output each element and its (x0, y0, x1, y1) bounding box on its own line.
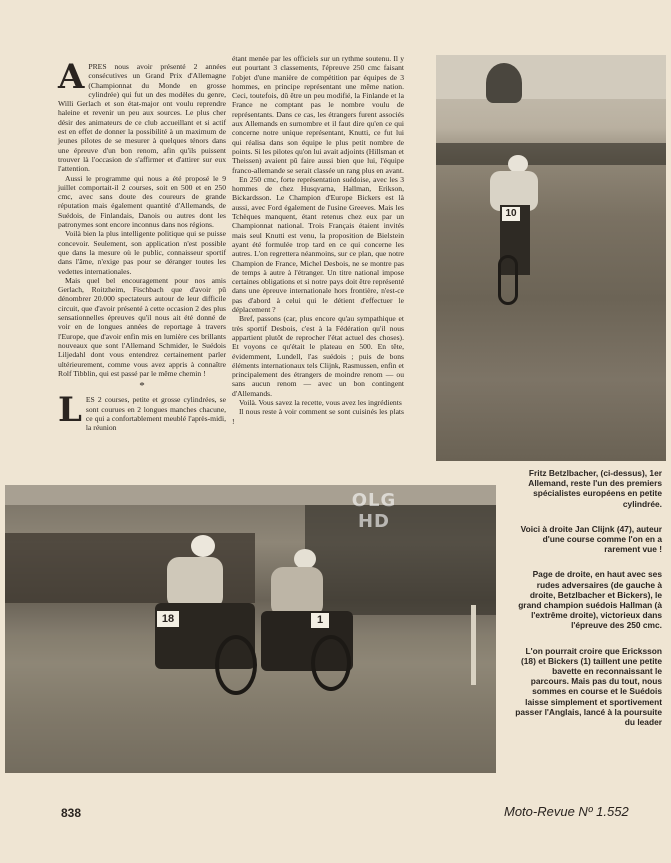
watermark-logo (338, 490, 410, 532)
article-paragraph: En 250 cmc, forte représentation suédoise, avec les 3 hommes de chez Husqvarna, Hallman, Erikson, Bickardsson. Le Champion d'Europe Bickers est là aussi, avec Ford également de l'usine Greeves. Mais les Tchèques manquent, étant retenus chez eux par un Championnat national. Trois Français étaient invités mais seul Knutti est venu, la proposition de Bielstein ayant été formulée trop tard en ce qui concerne les autres. L'on regrettera néanmoins, sur ce plan, que notre Champion de France, Michel Desbois, ne se montre pas de temps à autre à l'étranger. Un titre national impose certaines obligations et si notre pays doit être représenté dans une épreuve internationale hors frontière, n'est-ce pas d'abord à celui qui le détient d'effectuer le déplacement ? (232, 174, 404, 315)
article-column-2 (232, 54, 404, 426)
front-wheel (498, 255, 518, 305)
caption: Fritz Betzlbacher, (ci-dessus), 1er Allemand, reste l'un des premiers spécialistes européens en petite cylindrée. (528, 468, 662, 509)
photo-ericksson-bickers (5, 485, 496, 773)
rider-body (167, 557, 223, 609)
drop-cap: A (58, 57, 85, 97)
article-paragraph: Bref, passons (car, plus encore qu'au sympathique et très sportif Desbois, c'est à la Fédération qu'il nous appartient plutôt de reprocher l'état actuel des choses). Et voyons ce qu'était le plateau en 500. En tête, évidemment, Lundell, l'as suédois ; puis de bons éléments internationaux tels Clijnk, Rasmussen, enfin et principalement des étrangers de moindre renom — ou sans aucun renom — avec un bon contingent d'Allemands. (232, 314, 404, 398)
drop-cap: L (58, 390, 82, 431)
paragraph-text: PRES nous avoir présenté 2 années consécutives un Grand Prix d'Allemagne (Championnat du Monde en grosse cylindrée) qui fut un des modèles du genre, Willi Gerlach et son état-major ont voulu reprendre haleine et revenir un peu aux sources. Le plus cher désir des animateurs de ce club accueillant et si actif est en effet de donner la possibilité à un maximum de jeunes pilotes de se mesurer à quelques ténors dans une épreuve d'un bon renom, afin qu'ils puissent trouver là l'occasion de s'affirmer et d'attirer sur eux l'attention. (58, 62, 226, 174)
rear-wheel (215, 635, 257, 695)
watermark-line: HD (357, 511, 390, 532)
tree-shape (486, 63, 522, 103)
article-paragraph: Mais quel bel encouragement pour nos amis Gerlach, Roitzheim, Fischbach que d'avoir pû dénombrer 20.000 spectateurs autour de leur difficile circuit, que d'avoir présenté à cette occasion 2 des plus sensationnelles épreuves qu'il nous ait été donné de voir en de longues années de reportage à travers l'Europe, que d'avoir enfin mis en lumière ces brillants nouveaux que sont l'Allemand Schmider, le Suédois Liljedahl dont vous entendrez certainement parler ultérieurement, comme vous avez appris à connaître Rolf Tibblin, qui est passé par le même chemin ! (58, 275, 226, 378)
photo-captions (512, 468, 662, 742)
caption: Page de droite, en haut avec ses rudes adversaires (de gauche à droite, Betzlbacher et Bickers), le grand champion suédois Hallman (à l'extrême droite), victorieux dans l'épreuve des 250 cmc. (518, 569, 662, 631)
fence-post (471, 605, 476, 685)
photo-sky (5, 485, 496, 505)
article-paragraph: Voilà bien la plus intelligente politique qui se puisse concevoir. Seulement, son application n'est possible que dans la mesure où le public, connaisseur sportif dans l'âme, n'exige pas pour se déranger toutes les vedettes internationales. (58, 229, 226, 276)
caption: Voici à droite Jan Clijnk (47), auteur d'une course comme l'on en a rarement vue ! (520, 523, 662, 555)
spectators-shape (436, 143, 666, 165)
front-wheel (311, 635, 351, 691)
race-plate: 18 (157, 611, 179, 627)
rider-helmet (294, 549, 316, 569)
article-paragraph: Aussi le programme qui nous a été proposé le 9 juillet comportait-il 2 courses, soit en 500 et en 250 cmc, avec sans doute des coureurs de grande réputation mais également quantité d'Allemands, de Suédois, de Finlandais, Danois ou autres dont les patronymes sont encore inconnus dans nos régions. (58, 173, 226, 230)
article-paragraph: Il nous reste à voir comment se sont cuisinés les plats ! (232, 407, 404, 426)
article-paragraph: Voilà. Vous savez la recette, vous avez les ingrédients (239, 397, 402, 407)
article-paragraph (58, 390, 226, 433)
race-plate: 1 (311, 613, 329, 628)
article-paragraph: étant menée par les officiels sur un rythme soutenu. Il y eut pourtant 3 classements, l'épreuve 250 cmc faisant l'objet d'une manière de compétition par équipes de 3 hommes, en principe représentant une même nation. Ceci, toutefois, dû être un peu modifié, la Finlande et la France ne comptant pas le nombre voulu de représentants. Dans ce cas, les étrangers furent associés aux Allemands en surnombre et il faut dire qu'en ce qui concerne notre unique représentant, Knutti, ce fut lui qui réalisa dans son équipe le plus petit nombre de points. Si les pilotes qu'on lui avait adjoints (Hillsman et Theissen) avaient pû faire aussi bien que lui, l'équipe franco-allemande se serait classée un rang plus en avant. (232, 54, 404, 175)
watermark-line: OLG (351, 490, 397, 511)
page-number: 838 (61, 806, 82, 820)
photo-rider-betzlbacher (436, 55, 666, 461)
rider-helmet (191, 535, 215, 557)
caption: L'on pourrait croire que Ericksson (18) et Bickers (1) taillent une petite bavette en reconnaissant le parcours. Mais pas du tout, nous sommes en course et le Suédois laisse simplement et sportivement passer l'Anglais, lancé à la poursuite du leader (515, 645, 662, 728)
rider-body (271, 567, 323, 617)
paragraph-text: ES 2 courses, petite et grosse cylindrées, se sont courues en 2 longues manches chacune, ce qui a confortablement meublé l'après-midi, la réunion (85, 395, 226, 433)
article-column-1 (58, 57, 226, 433)
article-intro (58, 57, 226, 174)
section-star: * (139, 380, 145, 393)
race-plate: 10 (502, 207, 520, 221)
photo-sky (436, 55, 666, 99)
magazine-issue: Moto-Revue Nº 1.552 (504, 804, 629, 819)
